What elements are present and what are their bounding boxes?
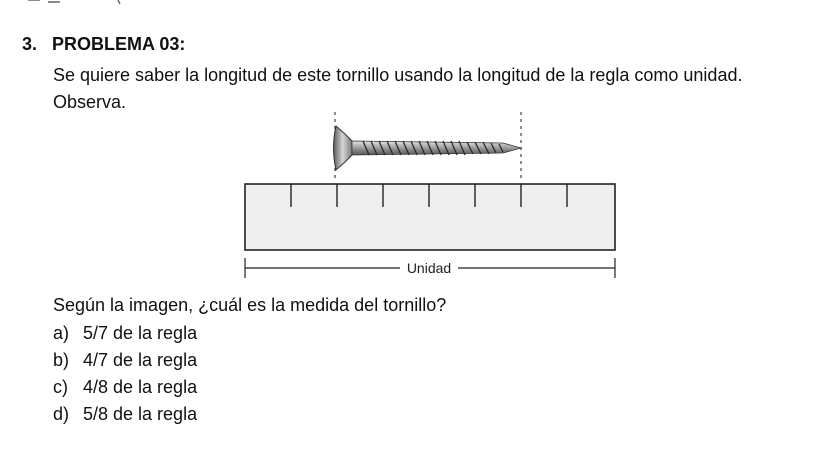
previous-item-fragment <box>0 0 839 8</box>
statement-line-2: Observa. <box>53 92 127 112</box>
statement-line-1: Se quiere saber la longitud de este tornillo usando la longitud de la regla como unidad. <box>53 65 743 85</box>
option-b[interactable]: b) 4/7 de la regla <box>53 350 198 370</box>
option-d[interactable]: d) 5/8 de la regla <box>53 404 198 424</box>
ruler <box>245 184 615 250</box>
screw-ruler-figure <box>225 108 635 283</box>
problem-heading <box>22 34 185 55</box>
screw-image <box>334 126 522 170</box>
answer-options <box>53 320 197 428</box>
option-a[interactable]: a) 5/7 de la regla <box>53 323 198 343</box>
problem-title: PROBLEMA 03: <box>52 34 186 54</box>
option-c[interactable]: c) 4/8 de la regla <box>53 377 198 397</box>
problem-number: 3. <box>22 34 38 54</box>
unit-label: Unidad <box>406 260 452 276</box>
question-text: Según la imagen, ¿cuál es la medida del tornillo? <box>53 295 447 315</box>
